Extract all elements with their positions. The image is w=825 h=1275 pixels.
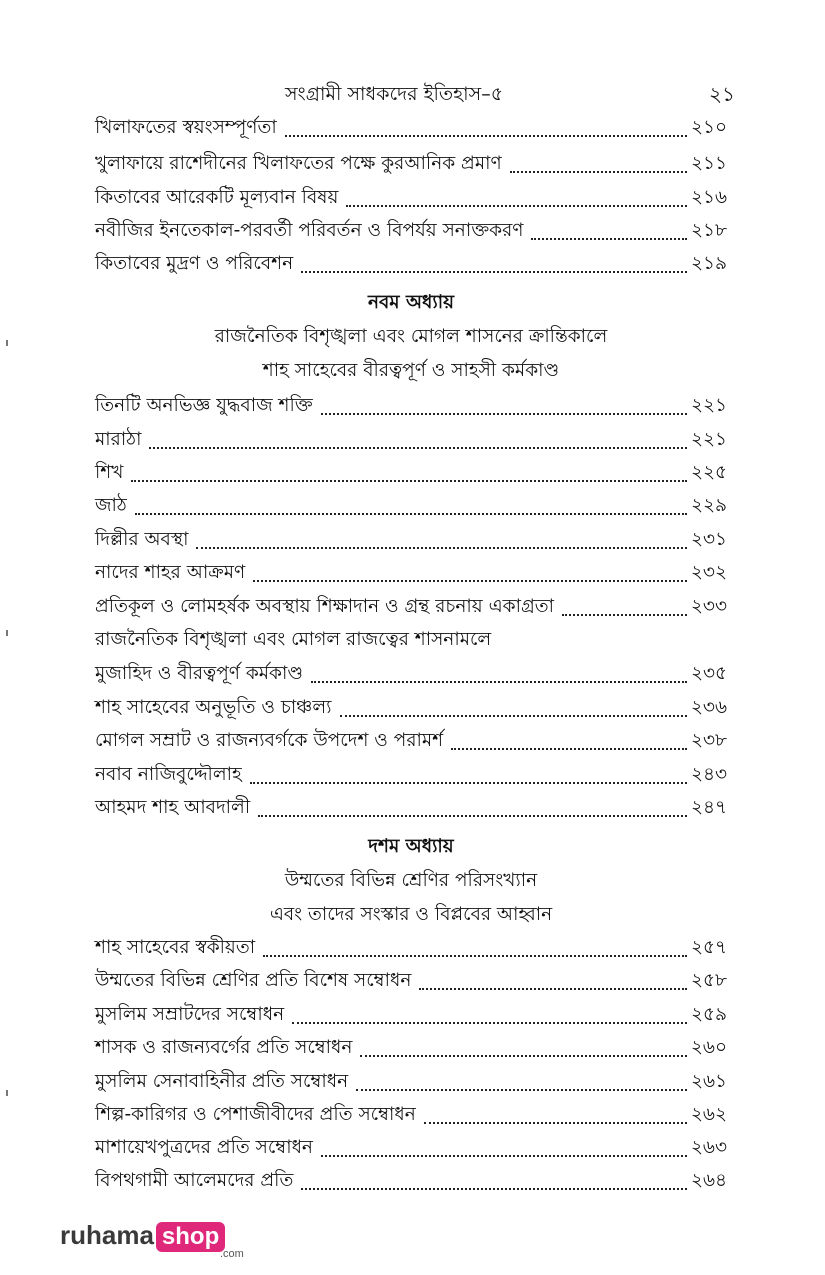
toc-entry — [95, 455, 727, 491]
entry-title: মুসলিম সম্রাটদের সম্বোধন — [95, 1003, 285, 1025]
entry-page: ২৫৭ — [690, 936, 727, 958]
entry-page: ২৫৮ — [690, 969, 727, 991]
toc-entry — [95, 690, 727, 726]
entry-page: ২৩৬ — [690, 696, 727, 718]
entry-title: মুজাহিদ ও বীরত্বপূর্ণ কর্মকাণ্ড — [95, 662, 304, 684]
entry-title: খুলাফায়ে রাশেদীনের খিলাফতের পক্ষে কুরআনিক প্রমাণ — [95, 152, 502, 174]
leader-dots — [562, 613, 687, 616]
leader-dots — [253, 579, 687, 582]
toc-entry — [95, 180, 727, 216]
entry-page: ২২১ — [690, 428, 727, 450]
toc-entry — [95, 488, 727, 524]
leader-dots — [510, 170, 687, 173]
toc-entry — [95, 930, 727, 966]
leader-dots — [321, 1154, 687, 1157]
toc-entry — [95, 388, 727, 424]
entry-title: জাঠ — [95, 494, 127, 516]
scan-speck — [6, 1090, 8, 1096]
toc-entry — [95, 555, 727, 591]
leader-dots — [531, 237, 686, 240]
leader-dots — [451, 747, 687, 750]
book-title: সংগ্রামী সাধকদের ইতিহাস–৫ — [285, 83, 504, 105]
entry-title: নবীজির ইনতেকাল-পরবর্তী পরিবর্তন ও বিপর্যয় সনাক্তকরণ — [95, 219, 524, 241]
toc-entry — [95, 1163, 727, 1199]
toc-entry — [95, 1130, 727, 1166]
chapter-subtitle: এবং তাদের সংস্কার ও বিপ্লবের আহ্বান — [269, 904, 553, 925]
entry-page: ২১৬ — [690, 186, 727, 208]
leader-dots — [285, 134, 687, 137]
toc-entry — [95, 110, 727, 146]
entry-page: ২৩৮ — [690, 729, 727, 751]
entry-title: খিলাফতের স্বয়ংসম্পূর্ণতা — [95, 116, 277, 138]
leader-dots — [258, 814, 687, 817]
toc-entry — [95, 422, 727, 458]
entry-page: ২১১ — [690, 152, 727, 174]
leader-dots — [149, 446, 687, 449]
toc-entry — [95, 997, 727, 1033]
entry-title: শিখ — [95, 461, 124, 483]
leader-dots — [263, 954, 687, 957]
entry-title: মুসলিম সেনাবাহিনীর প্রতি সম্বোধন — [95, 1070, 349, 1092]
leader-dots — [301, 1187, 687, 1190]
ruhamashop-logo — [60, 1212, 244, 1260]
chapter-heading: দশম অধ্যায় — [368, 836, 454, 857]
entry-title: শাসক ও রাজন্যবর্গের প্রতি সম্বোধন — [95, 1036, 353, 1058]
entry-page: ২৬৩ — [690, 1136, 727, 1158]
entry-title: প্রতিকূল ও লোমহর্ষক অবস্থায় শিক্ষাদান ও গ্রন্থ রচনায় একাগ্রতা — [95, 595, 555, 617]
entry-title: মারাঠা — [95, 428, 142, 450]
section-line: রাজনৈতিক বিশৃঙ্খলা এবং মোগল রাজত্বের শাসনামলে — [95, 629, 492, 650]
entry-page: ২১৮ — [690, 219, 727, 241]
toc-entry — [95, 589, 727, 625]
entry-title: তিনটি অনভিজ্ঞ যুদ্ধবাজ শক্তি — [95, 394, 313, 416]
entry-page: ২১৯ — [690, 252, 727, 274]
toc-entry — [95, 246, 727, 282]
toc-entry — [95, 146, 727, 182]
entry-title: মাশায়েখপুত্রদের প্রতি সম্বোধন — [95, 1136, 313, 1158]
leader-dots — [311, 680, 687, 683]
entry-page: ২১০ — [690, 116, 727, 138]
toc-entry — [95, 790, 727, 826]
leader-dots — [196, 546, 686, 549]
entry-page: ২৩৩ — [690, 595, 727, 617]
toc-entry — [95, 723, 727, 759]
entry-page: ২৪৩ — [690, 763, 727, 785]
entry-page: ২৩২ — [690, 561, 727, 583]
entry-page: ২৬১ — [690, 1070, 727, 1092]
entry-title: নবাব নাজিবুদ্দৌলাহ — [95, 763, 242, 785]
entry-title: দিল্লীর অবস্থা — [95, 528, 189, 550]
entry-page: ২৬৪ — [690, 1169, 727, 1191]
page-number: ২১ — [709, 82, 735, 106]
leader-dots — [360, 1054, 686, 1057]
toc-entry — [95, 213, 727, 249]
toc-entry — [95, 1030, 727, 1066]
leader-dots — [292, 1021, 687, 1024]
entry-title: আহমদ শাহ আবদালী — [95, 796, 251, 818]
toc-entry — [95, 1064, 727, 1100]
leader-dots — [135, 512, 687, 515]
entry-page: ২২৫ — [690, 461, 727, 483]
leader-dots — [301, 270, 687, 273]
entry-title: শাহ সাহেবের স্বকীয়তা — [95, 936, 256, 958]
toc-entry — [95, 1097, 727, 1133]
entry-title: কিতাবের মুদ্রণ ও পরিবেশন — [95, 252, 294, 274]
entry-title: শাহ সাহেবের অনুভূতি ও চাঞ্চল্য — [95, 696, 332, 718]
chapter-heading: নবম অধ্যায় — [367, 292, 455, 313]
logo-domain-text: .com — [220, 1248, 244, 1260]
logo-shop-text: shop — [161, 1223, 220, 1250]
leader-dots — [356, 1088, 687, 1091]
entry-page: ২৩৫ — [690, 662, 727, 684]
chapter-subtitle: উম্মতের বিভিন্ন শ্রেণির পরিসংখ্যান — [284, 870, 538, 891]
toc-entry — [95, 656, 727, 692]
leader-dots — [424, 1121, 687, 1124]
scan-speck — [6, 340, 8, 346]
leader-dots — [250, 781, 687, 784]
leader-dots — [321, 412, 687, 415]
chapter-subtitle: রাজনৈতিক বিশৃঙ্খলা এবং মোগল শাসনের ক্রান্তিকালে — [214, 326, 608, 347]
entry-title: মোগল সম্রাট ও রাজন্যবর্গকে উপদেশ ও পরামর্শ — [95, 729, 444, 751]
entry-title: বিপথগামী আলেমদের প্রতি — [95, 1169, 294, 1191]
leader-dots — [346, 204, 687, 207]
running-header — [95, 76, 735, 112]
entry-title: কিতাবের আরেকটি মূল্যবান বিষয় — [95, 186, 339, 208]
logo-ruhama-text: ruhama — [60, 1220, 154, 1250]
toc-entry — [95, 522, 727, 558]
leader-dots — [419, 987, 687, 990]
entry-title: নাদের শাহর আক্রমণ — [95, 561, 246, 583]
leader-dots — [340, 714, 687, 717]
entry-title: শিল্প-কারিগর ও পেশাজীবীদের প্রতি সম্বোধন — [95, 1103, 416, 1125]
entry-page: ২২৯ — [690, 494, 727, 516]
toc-entry — [95, 757, 727, 793]
entry-title: উম্মতের বিভিন্ন শ্রেণির প্রতি বিশেষ সম্বোধন — [95, 969, 412, 991]
entry-page: ২২১ — [690, 394, 727, 416]
chapter-subtitle: শাহ সাহেবের বীরত্বপূর্ণ ও সাহসী কর্মকাণ্ড — [262, 360, 560, 381]
entry-page: ২৪৭ — [690, 796, 727, 818]
leader-dots — [131, 479, 687, 482]
entry-page: ২৬২ — [690, 1103, 727, 1125]
scan-speck — [6, 630, 8, 636]
entry-page: ২৩১ — [690, 528, 727, 550]
toc-entry — [95, 963, 727, 999]
entry-page: ২৫৯ — [690, 1003, 727, 1025]
entry-page: ২৬০ — [690, 1036, 727, 1058]
logo-shop-badge — [156, 1222, 225, 1252]
